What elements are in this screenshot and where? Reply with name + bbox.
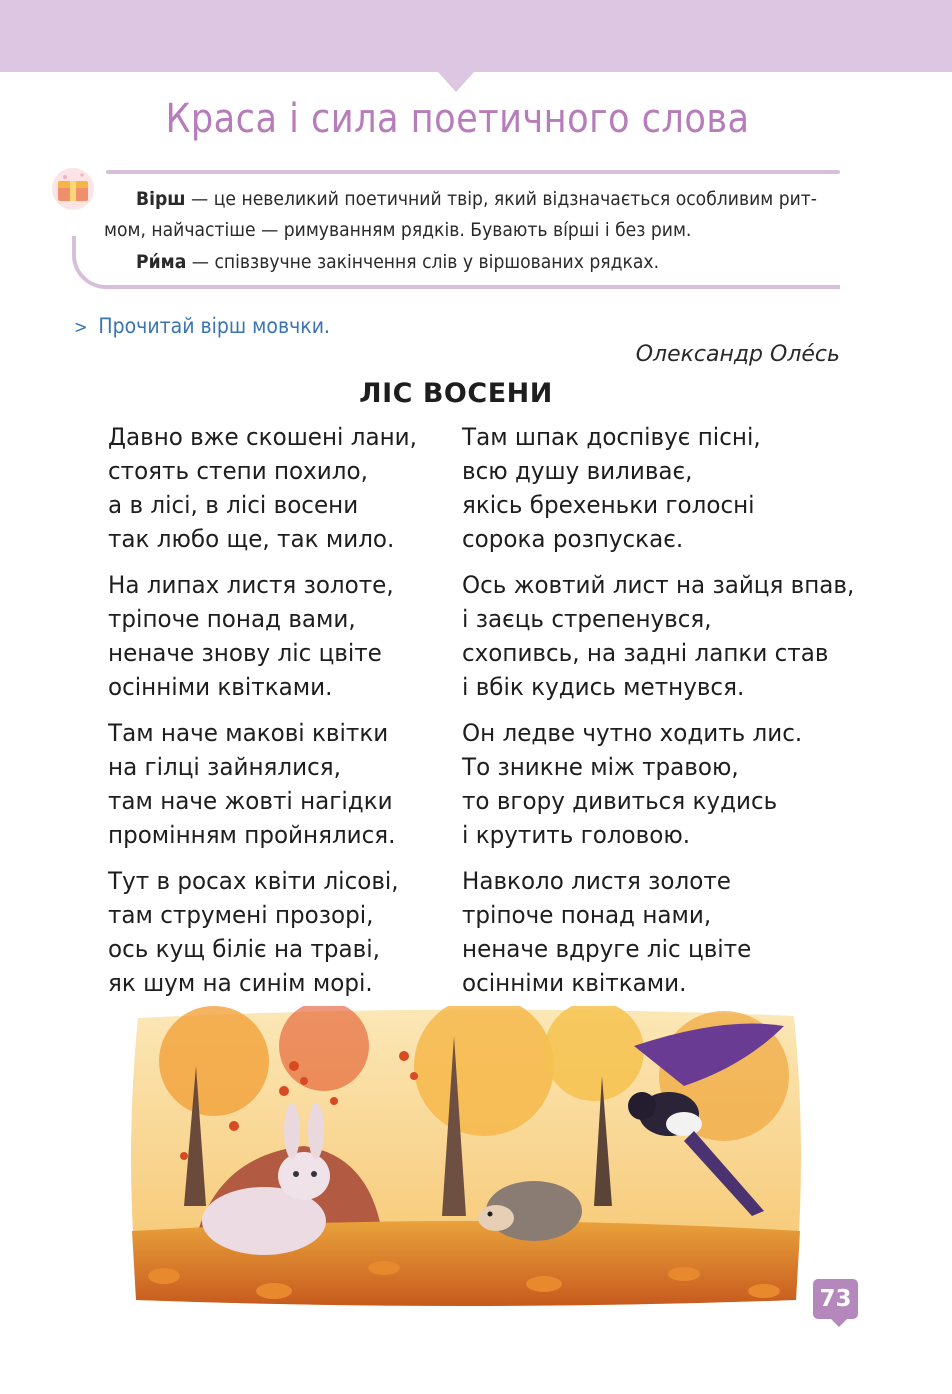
poem-line: як шум на синім морі. [108,969,373,997]
poem-line: Там наче макові квітки [108,719,389,747]
poem-line: стоять степи похило, [108,457,368,485]
task-text: Прочитай вірш мовчки. [98,314,331,338]
poem-line: Он ледве чутно ходить лис. [462,719,803,747]
poem-line: то вгору дивиться кудись [462,787,778,815]
poem-line: а в лісі, в лісі восени [108,491,359,519]
poem-line: і вбік кудись метнувся. [462,673,745,701]
poem-column-right [462,420,855,1012]
poem-line: осінніми квітками. [108,673,333,701]
definition-text-1: — це невеликий поетичний твір, який відзначається особливим рит- [185,188,818,210]
poem-line: Ось жовтий лист на зайця впав, [462,571,855,599]
poem-line: ось кущ біліє на траві, [108,935,380,963]
stanza [462,420,832,556]
poem-line: промінням пройнялися. [108,821,396,849]
top-banner [0,0,952,96]
poem-line: тріпоче понад вами, [108,605,356,633]
poem-line: схопивсь, на задні лапки став [462,639,829,667]
poem-line: всю душу виливає, [462,457,693,485]
definition-line-2: мом, найчастіше — римуванням рядків. Бувають ві́рші і без рим. [104,219,692,241]
definition-line-1 [136,183,818,215]
stanza [108,716,478,852]
poem-line: На липах листя золоте, [108,571,394,599]
poem-line: сорока розпускає. [462,525,684,553]
poem-line: неначе вдруге ліс цвіте [462,935,752,963]
stanza [108,864,478,1000]
poem-line: То зникне між травою, [462,753,739,781]
definition-text-3: — співзвучне закінчення слів у віршованих рядках. [186,251,660,273]
term-ryma: Ри́ма [136,251,187,273]
stanza [462,568,855,704]
poem-line: там наче жовті нагідки [108,787,393,815]
poem-line: і крутить головою. [462,821,691,849]
poem-title: ЛІС ВОСЕНИ [359,378,553,409]
poem-line: осінніми квітками. [462,969,687,997]
definition-line-3 [136,246,802,278]
poem-line: Тут в росах квіти лісові, [108,867,399,895]
poem-line: там струмені прозорі, [108,901,374,929]
poem-line: Навколо листя золоте [462,867,731,895]
poem-line: і заєць стрепенувся, [462,605,712,633]
poem-line: так любо ще, так мило. [108,525,395,553]
poem-line: Там шпак доспівує пісні, [462,423,761,451]
autumn-forest-illustration [124,1006,808,1308]
author-name: Олександр Оле́сь [635,342,840,367]
task-instruction [74,314,330,338]
stanza [108,568,478,704]
poem-line: неначе знову ліс цвіте [108,639,382,667]
poem-line: тріпоче понад нами, [462,901,712,929]
arrow-icon: > [74,317,88,338]
definition-top-line [106,170,840,174]
stanza [462,864,832,1000]
stanza [108,420,478,556]
section-title: Краса і сила поетичного слова [165,96,750,142]
stanza [462,716,832,852]
poem-line: якісь брехеньки голосні [462,491,755,519]
term-virsh: Вірш [136,188,186,210]
poem-column-left [108,420,478,1012]
poem-line: на гілці зайнялися, [108,753,341,781]
poem-line: Давно вже скошені лани, [108,423,417,451]
treasure-box-icon [46,165,100,211]
page-number: 73 [813,1279,858,1319]
